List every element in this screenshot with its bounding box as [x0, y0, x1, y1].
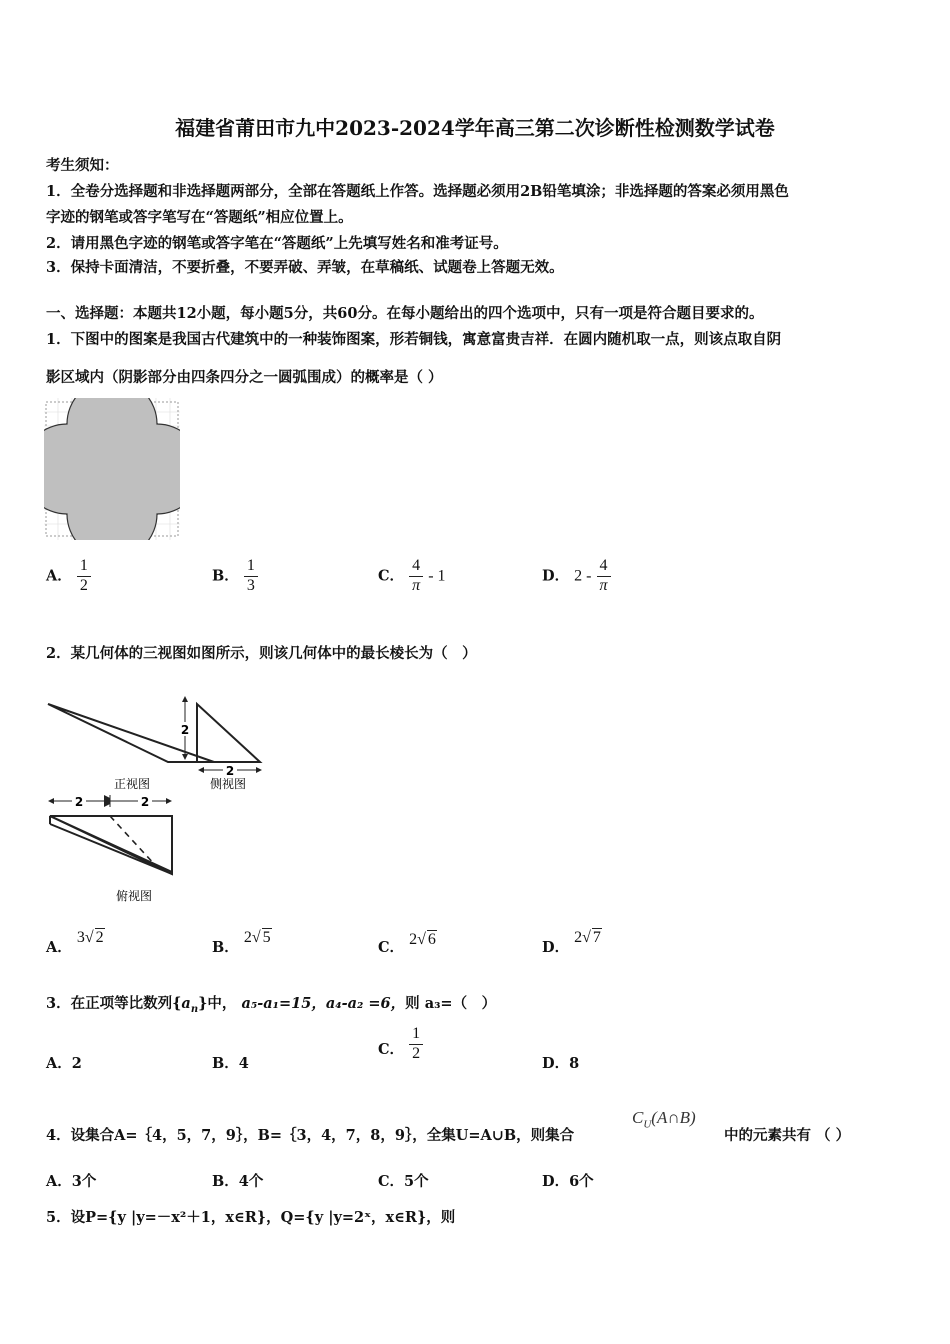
- notice-item: 3．保持卡面清洁，不要折叠，不要弄破、弄皱，在草稿纸、试题卷上答题无效。: [46, 259, 564, 276]
- page-title: 福建省莆田市九中2023-2024学年高三第二次诊断性检测数学试卷: [175, 116, 775, 140]
- q2-option-a[interactable]: A． 3√ 2: [46, 929, 104, 956]
- q1-option-d[interactable]: D． 2 - $\frac{4}{\pi}$: [542, 558, 611, 595]
- q4-tail: 中的元素共有 （ ）: [724, 1127, 851, 1144]
- q3-option-b[interactable]: B．4: [212, 1055, 249, 1072]
- q4-option-a[interactable]: A．3个: [46, 1173, 97, 1190]
- q3-option-c[interactable]: C． $\frac{1}{2}$: [378, 1026, 423, 1063]
- front-view-label: 正视图: [113, 777, 151, 791]
- top-view-label: 俯视图: [115, 889, 153, 903]
- q4-formula: $C_U(A\cap B)$: [632, 1108, 696, 1131]
- q2-option-c[interactable]: C． 2√ 6: [378, 931, 436, 956]
- coin-pattern-figure: [44, 398, 180, 540]
- side-height-dim: 2: [180, 723, 190, 737]
- notice-item: 1．全卷分选择题和非选择题两部分，全部在答题纸上作答。选择题必须用2B铅笔填涂；非选择题的答案必须用黑色: [46, 183, 789, 200]
- q3-option-d[interactable]: D．8: [542, 1055, 580, 1072]
- q1-text: 1．下图中的图案是我国古代建筑中的一种装饰图案，形若铜钱，寓意富贵吉祥．在圆内随机取一点，则该点取自阴: [46, 331, 782, 348]
- q4-option-c[interactable]: C．5个: [378, 1173, 429, 1190]
- notice-heading: 考生须知：: [46, 157, 119, 174]
- q1-option-a[interactable]: A． $\frac{1}{2}$: [46, 558, 91, 595]
- q3-text: 3．在正项等比数列$\{a_n\}$中， a₅-a₁=15，a₄-a₂ =6，则 a₃=（ ）: [46, 995, 497, 1015]
- q1-option-b[interactable]: B． $\frac{1}{3}$: [212, 558, 258, 595]
- q4-option-d[interactable]: D．6个: [542, 1173, 594, 1190]
- q3-option-a[interactable]: A．2: [46, 1055, 82, 1072]
- section-heading: 一、选择题：本题共12小题，每小题5分，共60分。在每小题给出的四个选项中，只有一项是符合题目要求的。: [46, 305, 764, 322]
- top-dim-right: 2: [140, 795, 150, 809]
- three-view-figure: [44, 692, 274, 910]
- top-dim-left: 2: [74, 795, 84, 809]
- side-view-label: 侧视图: [209, 777, 247, 791]
- q1-text: 影区域内（阴影部分由四条四分之一圆弧围成）的概率是（ ）: [46, 369, 443, 386]
- q5-text: 5．设P={y |y=－x²＋1，x∈R}，Q={y |y=2ˣ，x∈R}，则: [46, 1209, 456, 1226]
- side-width-dim: 2: [225, 764, 235, 778]
- q2-text: 2．某几何体的三视图如图所示，则该几何体中的最长棱长为（ ）: [46, 645, 477, 662]
- q2-option-d[interactable]: D． 2√ 7: [542, 929, 601, 956]
- q4-text: 4．设集合A=｛4，5，7，9｝，B=｛3，4，7，8，9｝，全集U=A∪B，则集合: [46, 1127, 575, 1144]
- q2-option-b[interactable]: B． 2√ 5: [212, 929, 271, 956]
- q1-option-c[interactable]: C． $\frac{4}{\pi}$ - 1: [378, 557, 446, 594]
- notice-item: 字迹的钢笔或答字笔写在“答题纸”相应位置上。: [46, 209, 353, 226]
- notice-item: 2．请用黑色字迹的钢笔或答字笔在“答题纸”上先填写姓名和准考证号。: [46, 235, 508, 252]
- q4-option-b[interactable]: B．4个: [212, 1173, 264, 1190]
